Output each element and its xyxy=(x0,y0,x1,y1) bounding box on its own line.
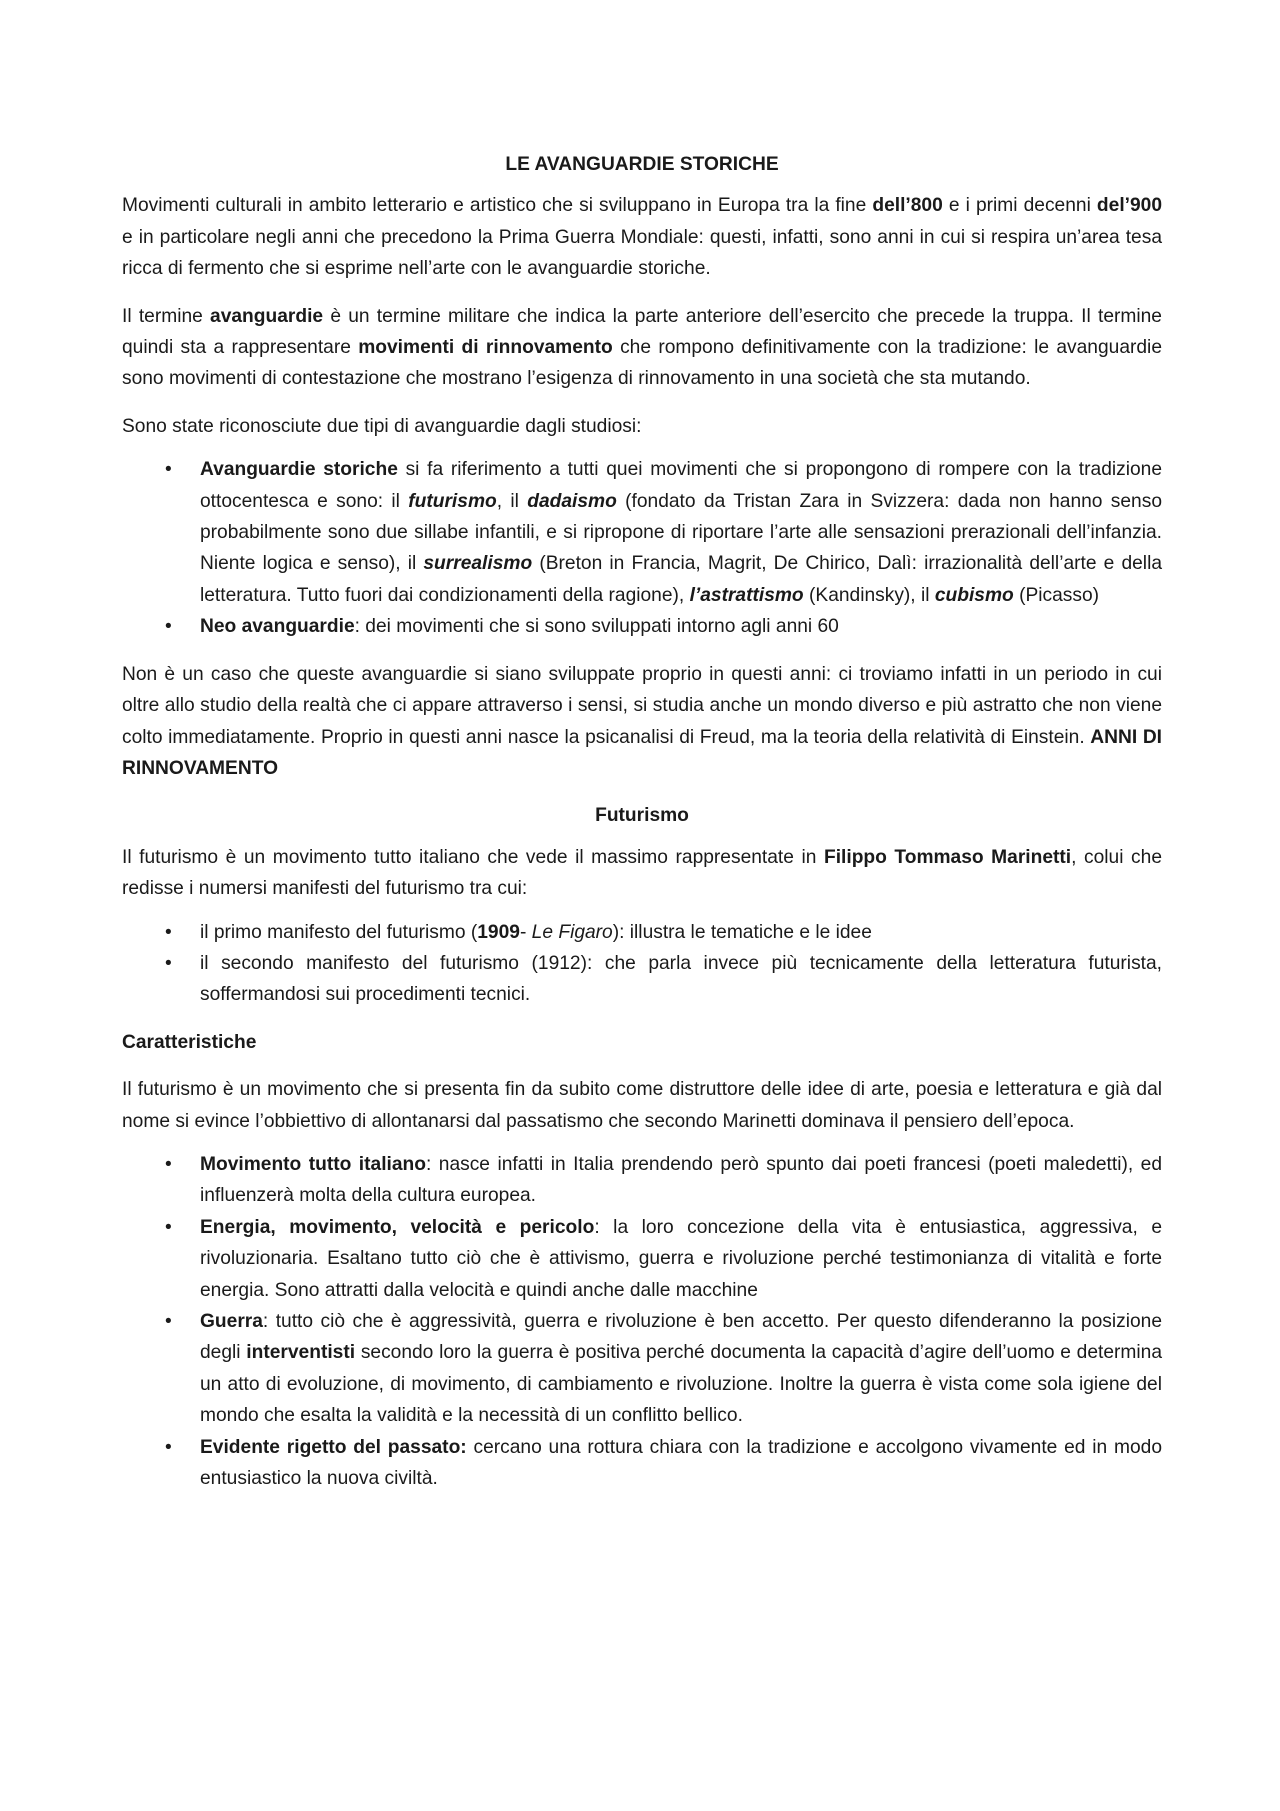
list-item xyxy=(122,1432,1162,1495)
text-run: (Kandinsky), il xyxy=(803,584,935,606)
paragraph-term-definition xyxy=(122,301,1162,395)
text-run: (Picasso) xyxy=(1013,584,1100,606)
text-run: , colui che redisse i numersi manifesti del futurismo tra cui: xyxy=(122,846,1162,900)
paragraph-futurismo-intro xyxy=(122,842,1162,905)
paragraph-types-intro: Sono state riconosciute due tipi di avanguardie dagli studiosi: xyxy=(122,415,642,437)
italic-run: Le Figaro xyxy=(531,921,613,943)
text-run: il secondo manifesto del futurismo (1912): che parla invece più tecnicamente della letteratura futurista, soffermandosi sui procedimenti tecnici. xyxy=(200,952,1162,1006)
bullet-icon: • xyxy=(165,1311,172,1332)
bold-run: Filippo Tommaso Marinetti xyxy=(823,846,1072,868)
bold-run: dell’800 xyxy=(872,195,943,217)
caratteristiche-list xyxy=(122,1149,1162,1494)
bold-italic-run: cubismo xyxy=(934,584,1014,606)
text-run: : la loro concezione della vita è entusiastica, aggressiva, e rivoluzionaria. Esaltano tutto ciò che è attivismo, guerra e rivoluzione perché testimonianza di vitalità e forte energia. Sono attratti dalla velocità e quindi anche dalle macchine xyxy=(200,1216,1162,1301)
bold-run: avanguardie xyxy=(210,305,324,327)
text-run: : nasce infatti in Italia prendendo però spunto dai poeti francesi (poeti maledetti), ed influenzerà molta della cultura europea. xyxy=(200,1153,1162,1207)
text-run: ): illustra le tematiche e le idee xyxy=(612,921,872,943)
text-run: : tutto ciò che è aggressività, guerra e rivoluzione è ben accetto. Per questo difenderanno la posizione degli xyxy=(200,1311,1162,1364)
list-item xyxy=(122,1306,1162,1432)
bullet-icon: • xyxy=(165,921,172,943)
list-item xyxy=(122,948,1162,1011)
text-run: : dei movimenti che si sono sviluppati intorno agli anni 60 xyxy=(354,616,839,638)
bold-italic-run: futurismo xyxy=(408,490,497,512)
bold-run: Guerra xyxy=(200,1311,263,1332)
text-run: Movimenti culturali in ambito letterario e artistico che si sviluppano in Europa tra la fine xyxy=(122,195,873,217)
text-run: cercano una rottura chiara con la tradizione e accolgono vivamente ed in modo entusiastico la nuova civiltà. xyxy=(200,1436,1162,1490)
bold-run: ANNI DI RINNOVAMENTO xyxy=(122,726,1163,779)
bullet-icon: • xyxy=(165,459,172,481)
text-run: che rompono definitivamente con la tradizione: le avanguardie sono movimenti di contestazione che mostrano l’esigenza di rinnovamento in una società che sta mutando. xyxy=(122,337,1162,390)
list-item xyxy=(122,1149,1162,1212)
bold-italic-run: surrealismo xyxy=(423,553,533,575)
bold-run: interventisti xyxy=(246,1342,356,1364)
text-run: si fa riferimento a tutti quei movimenti che si propongono di rompere con la tradizione ottocentesca e sono: il xyxy=(200,459,1163,512)
paragraph-intro xyxy=(122,190,1162,284)
bold-run: Avanguardie storiche xyxy=(200,459,398,481)
document-body xyxy=(122,149,1162,1510)
paragraph-caratteristiche: Il futurismo è un movimento che si presenta fin da subito come distruttore delle idee di arte, poesia e letteratura e già dal nome si evince l’obbiettivo di allontanarsi dal passatismo che secondo Marinetti dominava il pensiero dell’epoca. xyxy=(122,1079,1162,1132)
text-run: (Breton in Francia, Magrit, De Chirico, Dalì: irrazionalità dell’arte e della letteratura. Tutto fuori dai condizionamenti della ragione), xyxy=(200,553,1162,606)
bold-italic-run: l’astrattismo xyxy=(689,584,804,606)
text-run: Il futurismo è un movimento tutto italiano che vede il massimo rappresentate in xyxy=(122,846,824,868)
bullet-icon: • xyxy=(165,952,172,974)
text-run: (fondato da Tristan Zara in Svizzera: dada non hanno senso probabilmente sono due sillabe infantili, e si ripropone di riportare l’arte alle sensazioni prerazionali dell’infanzia. Niente logica e senso), il xyxy=(200,490,1162,575)
text-run: e in particolare negli anni che precedono la Prima Guerra Mondiale: questi, infatti, sono anni in cui si respira un’area tesa ricca di fermento che si esprime nell’arte con le avanguardie storiche. xyxy=(122,226,1162,280)
bold-run: Movimento tutto italiano xyxy=(200,1153,426,1175)
bold-run: movimenti di rinnovamento xyxy=(358,337,613,359)
text-run: il primo manifesto del futurismo ( xyxy=(200,921,478,943)
text-run: Non è un caso che queste avanguardie si siano sviluppate proprio in questi anni: ci troviamo infatti in un periodo in cui oltre allo studio della realtà che ci appare attraverso i sensi, si studia anche un mondo diverso e più astratto che non viene colto immediatamente. Proprio in questi anni nasce la psicanalisi di Freud, ma la teoria della relatività di Einstein. xyxy=(122,663,1162,748)
text-run: e i primi decenni xyxy=(942,195,1097,217)
text-run: - xyxy=(519,921,532,943)
list-item xyxy=(122,1212,1162,1306)
bold-run: Evidente rigetto del passato: xyxy=(200,1436,467,1458)
section-title-futurismo: Futurismo xyxy=(595,805,689,827)
list-item xyxy=(122,611,1162,642)
bold-run: Neo avanguardie xyxy=(200,616,355,638)
bold-run: 1909 xyxy=(477,921,520,943)
text-run: , il xyxy=(496,490,528,512)
list-item xyxy=(122,454,1162,611)
bullet-icon: • xyxy=(165,616,172,638)
bullet-icon: • xyxy=(165,1153,172,1175)
bold-run: Energia, movimento, velocità e pericolo xyxy=(200,1216,595,1238)
list-item xyxy=(122,917,1162,948)
paragraph-context xyxy=(122,659,1162,785)
bold-italic-run: dadaismo xyxy=(527,490,617,512)
text-run: secondo loro la guerra è positiva perché documenta la capacità d’agire dell’uomo e determina un atto di evoluzione, di movimento, di cambiamento e rivoluzione. Inoltre la guerra è vista come sola igiene del mondo che esalta la validità e la necessità di un conflitto bellico. xyxy=(200,1342,1162,1427)
text-run: è un termine militare che indica la parte anteriore dell’esercito che precede la truppa. Il termine quindi sta a rappresentare xyxy=(122,305,1162,359)
bullet-icon: • xyxy=(165,1216,172,1238)
document-title: LE AVANGUARDIE STORICHE xyxy=(505,154,779,175)
manifesti-list xyxy=(122,917,1162,1011)
text-run: Il termine xyxy=(122,305,211,327)
subheading-caratteristiche: Caratteristiche xyxy=(122,1031,257,1053)
bullet-icon: • xyxy=(165,1436,172,1458)
bold-run: del’900 xyxy=(1096,195,1162,217)
avanguardie-types-list xyxy=(122,454,1162,642)
